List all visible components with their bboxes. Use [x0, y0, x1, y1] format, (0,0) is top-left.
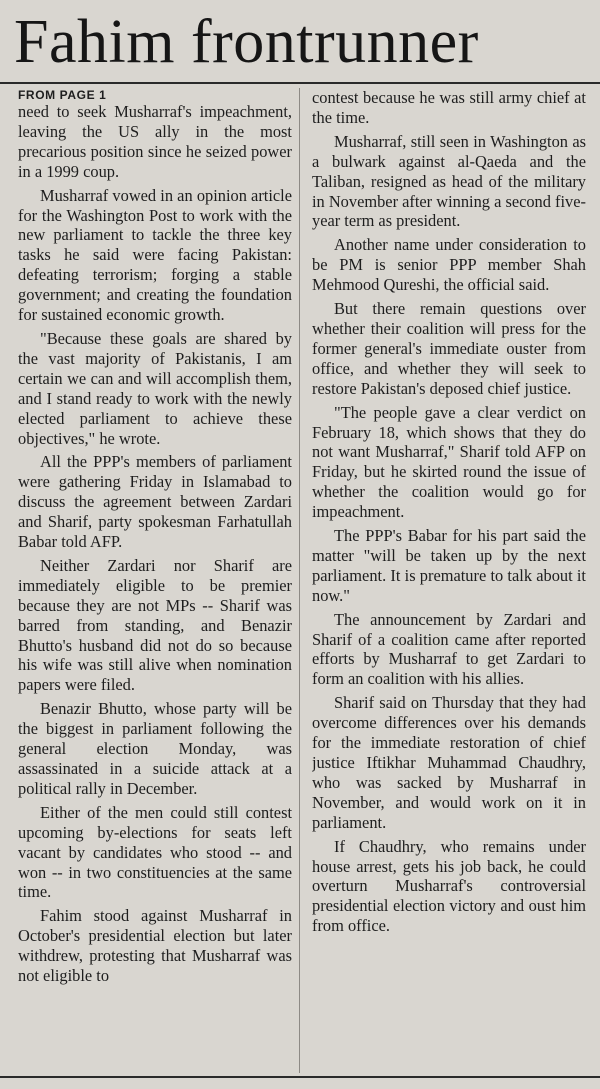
kicker: FROM PAGE 1 [18, 88, 107, 102]
paragraph: contest because he was still army chief at the time. [312, 88, 586, 127]
paragraph: Sharif said on Thursday that they had overcome differences over his demands for the immediate restoration of chief justice Iftikhar Muhammad Chaudhry, who was sacked by Musharraf in November, and would work on it in parliament. [312, 693, 586, 832]
top-rule [0, 82, 600, 84]
paragraph: The PPP's Babar for his part said the matter "will be taken up by the next parliament. It is premature to talk about it now." [312, 526, 586, 605]
paragraph: Fahim stood against Musharraf in October's presidential election but later withdrew, protesting that Musharraf was not eligible to [18, 906, 292, 986]
headline: Fahim frontrunner [14, 8, 479, 76]
column-divider [299, 88, 300, 1073]
paragraph: All the PPP's members of parliament were gathering Friday in Islamabad to discuss the agreement between Zardari and Sharif, party spokesman Farhatullah Babar told AFP. [18, 452, 292, 552]
article-column-left [18, 88, 292, 1073]
paragraph: Musharraf vowed in an opinion article for the Washington Post to work with the new parliament to tackle the three key tasks he said were facing Pakistan: defeating terrorism; forging a stable government; and creating the foundation for sustained economic growth. [18, 185, 292, 325]
paragraph: The announcement by Zardari and Sharif of a coalition came after reported efforts by Musharraf to get Zardari to form an coalition with his allies. [312, 609, 586, 689]
paragraph: Another name under consideration to be PM is senior PPP member Shah Mehmood Qureshi, the official said. [312, 235, 586, 295]
paragraph: Neither Zardari nor Sharif are immediately eligible to be premier because they are not MPs -- Sharif was barred from standing, and Benazir Bhutto's husband did not do so because his wife was still alive when nomination papers were filed. [18, 555, 292, 695]
paragraph: Musharraf, still seen in Washington as a bulwark against al-Qaeda and the Taliban, resigned as head of the military in November after winning a second five-year term as president. [312, 131, 586, 231]
paragraph: "Because these goals are shared by the vast majority of Pakistanis, I am certain we can and will accomplish them, and I stand ready to work with the newly elected parliament to achieve these objectives," he wrote. [18, 328, 292, 448]
paragraph: If Chaudhry, who remains under house arrest, gets his job back, he could overturn Musharraf's controversial presidential election victory and oust him from office. [312, 836, 586, 936]
article-column-right [312, 88, 586, 1073]
paragraph: Benazir Bhutto, whose party will be the biggest in parliament following the general election Monday, was assassinated in a suicide attack at a political rally in December. [18, 699, 292, 798]
paragraph: Either of the men could still contest upcoming by-elections for seats left vacant by candidates who stood -- and won -- in two constituencies at the same time. [18, 802, 292, 902]
paragraph: "The people gave a clear verdict on February 18, which shows that they do not want Musharraf," Sharif told AFP on Friday, but he skirted round the issue of whether the coalition would go for impeachment. [312, 402, 586, 522]
paragraph-text: need to seek Musharraf's impeachment, leaving the US ally in the most precarious position since he seized power in a 1999 coup. [18, 102, 292, 181]
paragraph: But there remain questions over whether their coalition will press for the former general's immediate ouster from office, and whether they will seek to restore Pakistan's deposed chief justice. [312, 299, 586, 398]
paragraph [18, 88, 292, 182]
bottom-rule [0, 1076, 600, 1078]
